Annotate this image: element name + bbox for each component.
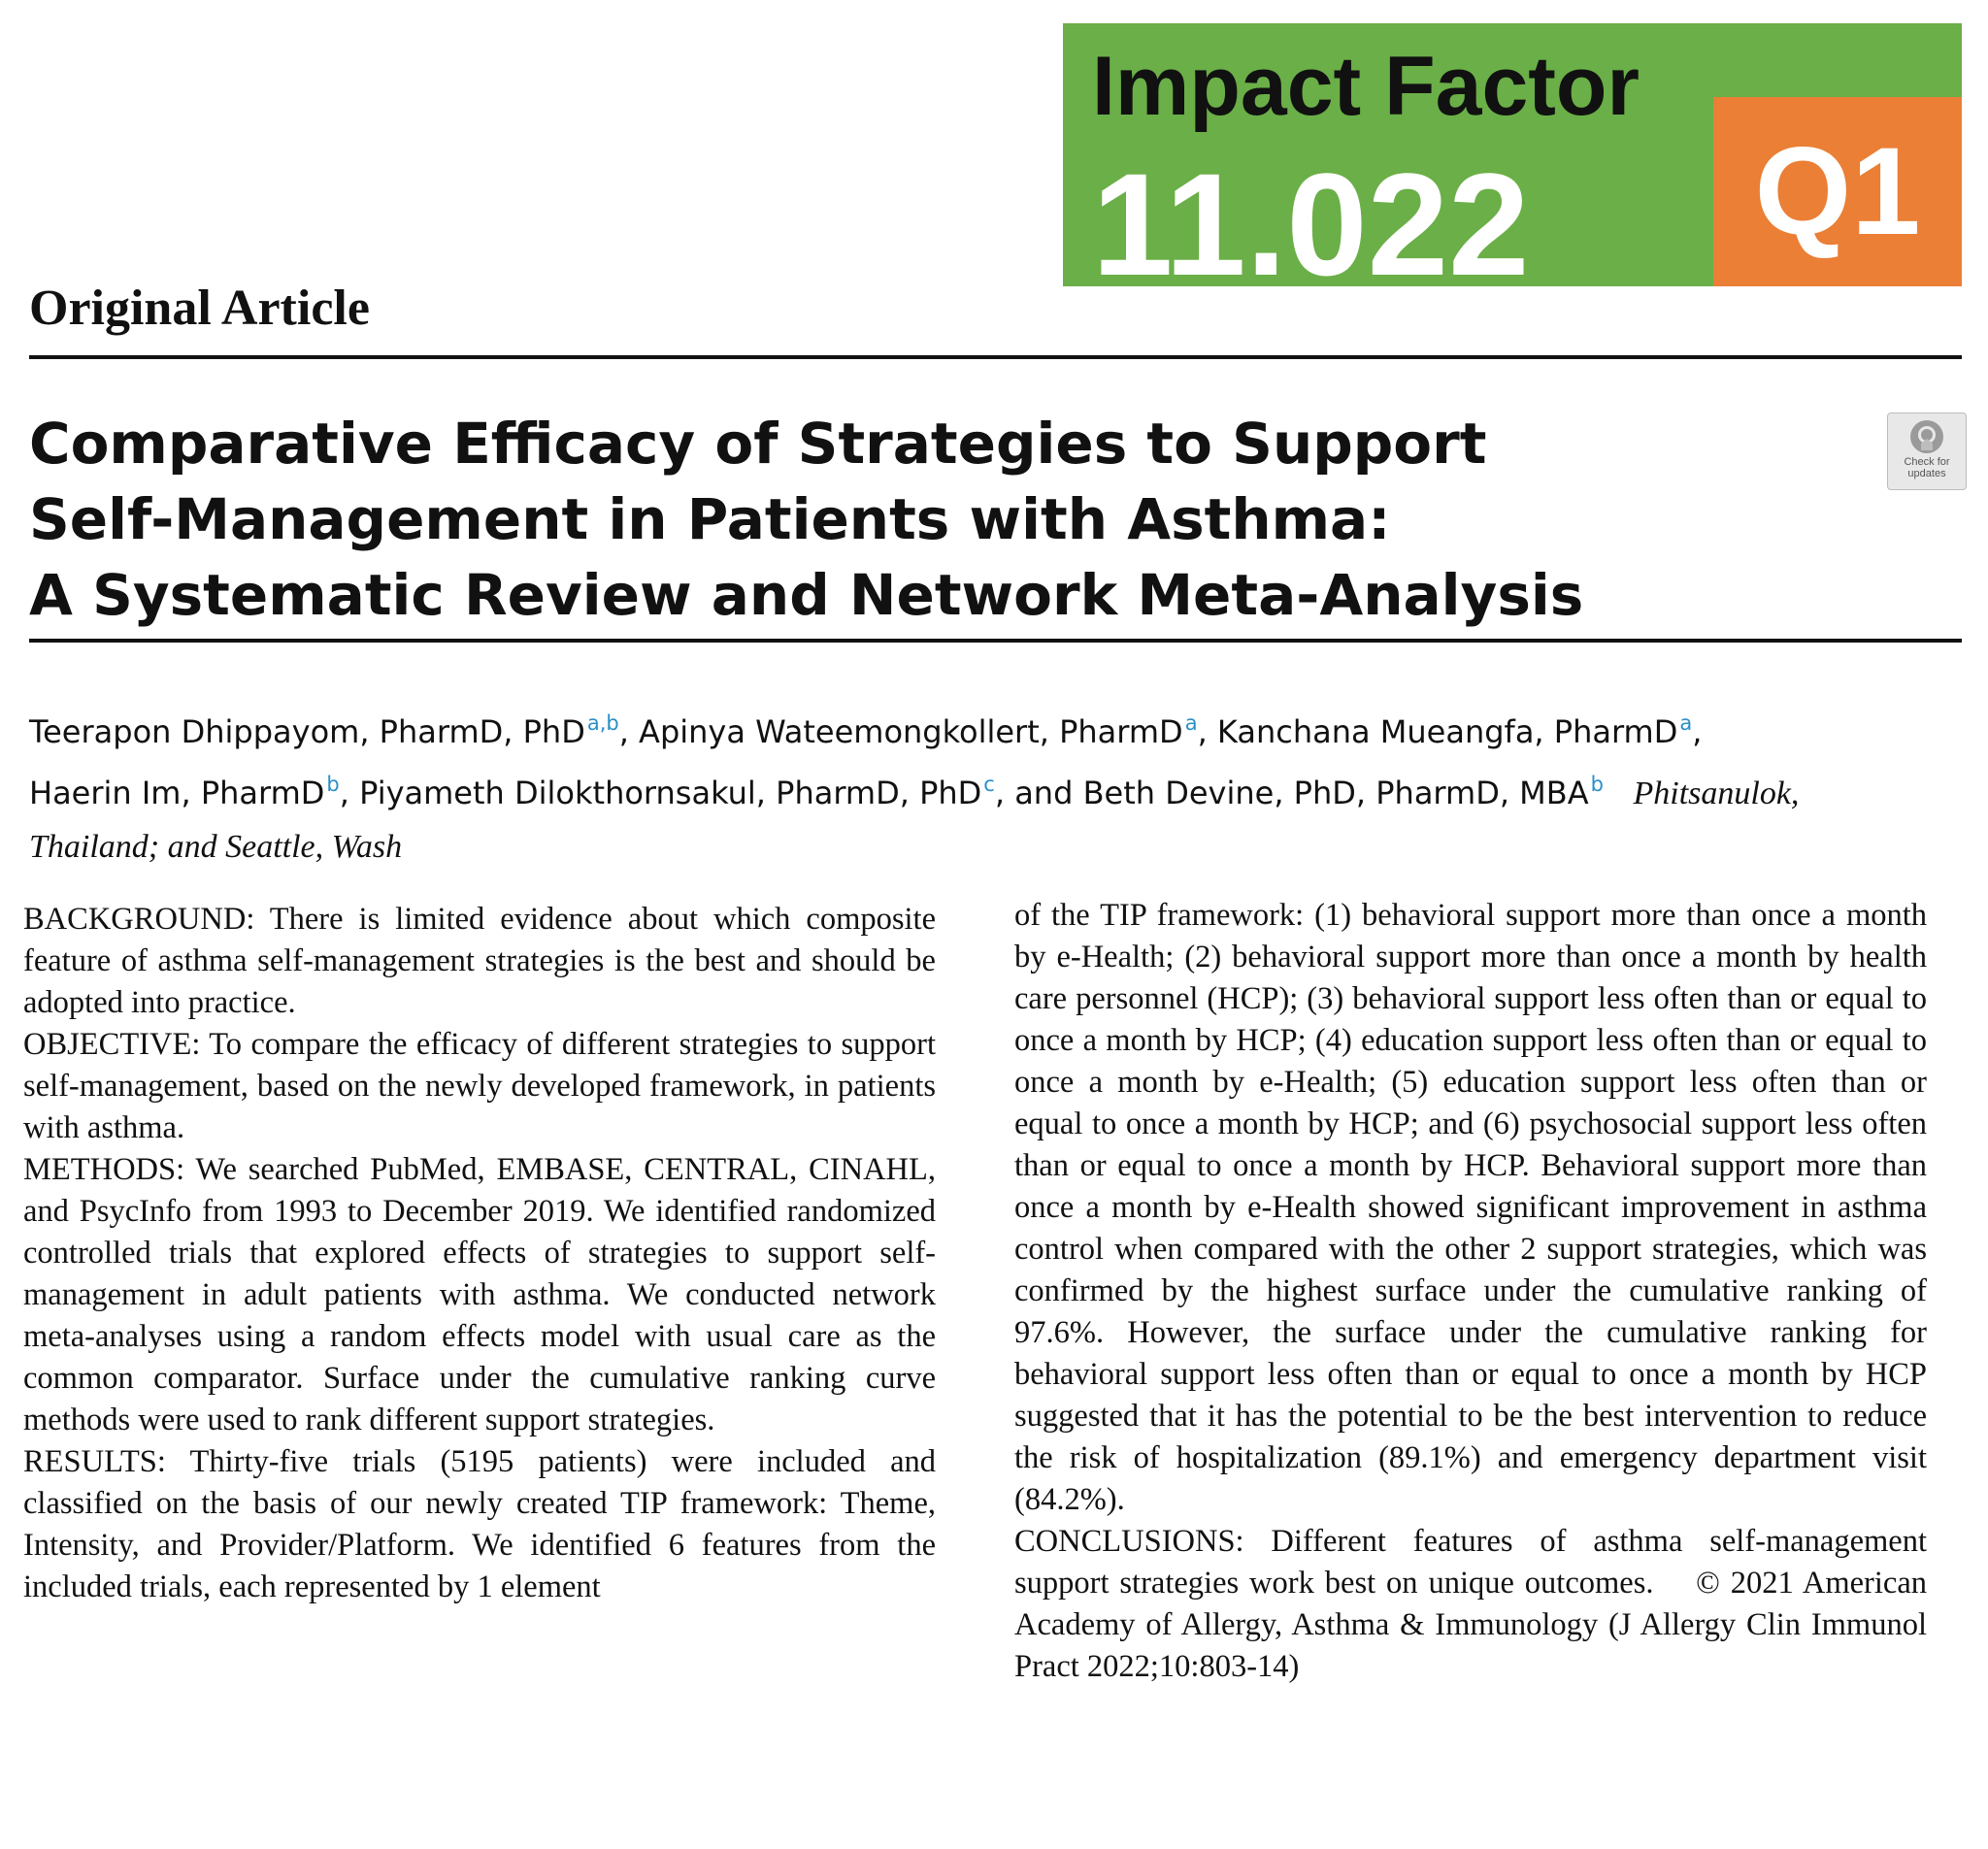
quartile-badge: Q1 [1713, 97, 1962, 286]
author-name: Piyameth Dilokthornsakul, PharmD, PhD [359, 775, 982, 811]
author-name: Apinya Wateemongkollert, PharmD [639, 713, 1183, 750]
abstract-results: RESULTS: Thirty-five trials (5195 patients) were included and classified on the basis of our newly created TIP framework: Theme, Intensity, and Provider/Platform. We identified 6 features from the included trials, each represented by 1 element [23, 1444, 936, 1604]
crossmark-icon [1888, 417, 1966, 456]
title-line: Comparative Efficacy of Strategies to Support [29, 411, 1487, 477]
author-name: Beth Devine, PhD, PharmD, MBA [1082, 775, 1589, 811]
impact-factor-label: Impact Factor [1092, 40, 1640, 133]
abstract-objective: OBJECTIVE: To compare the efficacy of different strategies to support self-management, based on the newly developed framework, in patients with asthma. [23, 1027, 936, 1145]
author-name: Teerapon Dhippayom, PharmD, PhD [29, 713, 585, 750]
article-title [29, 406, 1854, 633]
abstract-methods: METHODS: We searched PubMed, EMBASE, CENTRAL, CINAHL, and PsycInfo from 1993 to December 2019. We identified randomized controlled trials that explored effects of strategies to support self-management in adult patients with asthma. We conducted network meta-analyses using a random effects model with usual care as the common comparator. Surface under the cumulative ranking curve methods were used to rank different support strategies. [23, 1152, 936, 1437]
impact-factor-value: 11.022 [1092, 143, 1530, 306]
author-line: Haerin Im, PharmD$^b$, Piyameth Dilokthornsakul, PharmD, PhD$^c$, and Beth Devine, PhD, PharmD, MBA$^b$ Phitsanulok, [29, 773, 1800, 811]
affiliation-marker: c [983, 773, 995, 796]
affiliation-marker: a,b [586, 711, 619, 735]
check-for-updates-button[interactable] [1887, 413, 1967, 490]
check-updates-text: updates [1907, 468, 1946, 479]
article-type-label: Original Article [29, 281, 370, 336]
affiliation-marker: b [326, 773, 340, 796]
abstract-column-right [1014, 895, 1927, 1688]
abstract-column-left [23, 899, 936, 1608]
copyright-citation: © 2021 American Academy of Allergy, Asthma & Immunology (J Allergy Clin Immunol Pract 2022;10:803-14) [1014, 1566, 1928, 1684]
affiliation-marker: a [1184, 711, 1198, 735]
title-divider [29, 639, 1962, 643]
abstract-conclusions-text: CONCLUSIONS: Different features of asthma self-management support strategies work best on unique outcomes. [1014, 1524, 1927, 1601]
impact-factor-badge [1063, 23, 1962, 306]
author-name: Haerin Im, PharmD [29, 775, 325, 811]
affiliation-marker: a [1679, 711, 1693, 735]
author-line [29, 820, 1951, 874]
abstract-conclusions [1014, 1521, 1927, 1688]
title-line: A Systematic Review and Network Meta-Analysis [29, 562, 1584, 628]
title-line: Self-Management in Patients with Asthma: [29, 486, 1391, 552]
author-line: Teerapon Dhippayom, PharmD, PhD$^{a,b}$, Apinya Wateemongkollert, PharmD$^a$, Kanchana Mueangfa, PharmD$^a$, [29, 711, 1703, 750]
top-divider [29, 355, 1962, 359]
abstract-results-continued: of the TIP framework: (1) behavioral support more than once a month by e-Health; (2) behavioral support more than once a month by health care personnel (HCP); (3) behavioral support less often than or equal to once a month by HCP; (4) education support less often than or equal to once a month by e-Health; (5) education support less often than or equal to once a month by HCP; and (6) psychosocial support less often than or equal to once a month by HCP. Behavioral support more than once a month by e-Health showed significant improvement in asthma control when compared with the other 2 support strategies, which was confirmed by the highest surface under the cumulative ranking of 97.6%. However, the surface under the cumulative ranking for behavioral support less often than or equal to once a month by HCP suggested that it has the potential to be the best intervention to reduce the risk of hospitalization (89.1%) and emergency department visit (84.2%). [1014, 898, 1927, 1517]
author-list [29, 697, 1951, 874]
abstract-background: BACKGROUND: There is limited evidence about which composite feature of asthma self-management strategies is the best and should be adopted into practice. [23, 902, 936, 1020]
author-location: Thailand; and Seattle, Wash [29, 829, 403, 865]
author-location: Phitsanulok, [1633, 776, 1800, 811]
check-updates-text: Check for [1904, 456, 1950, 468]
author-name: Kanchana Mueangfa, PharmD [1216, 713, 1678, 750]
affiliation-marker: b [1590, 773, 1604, 796]
